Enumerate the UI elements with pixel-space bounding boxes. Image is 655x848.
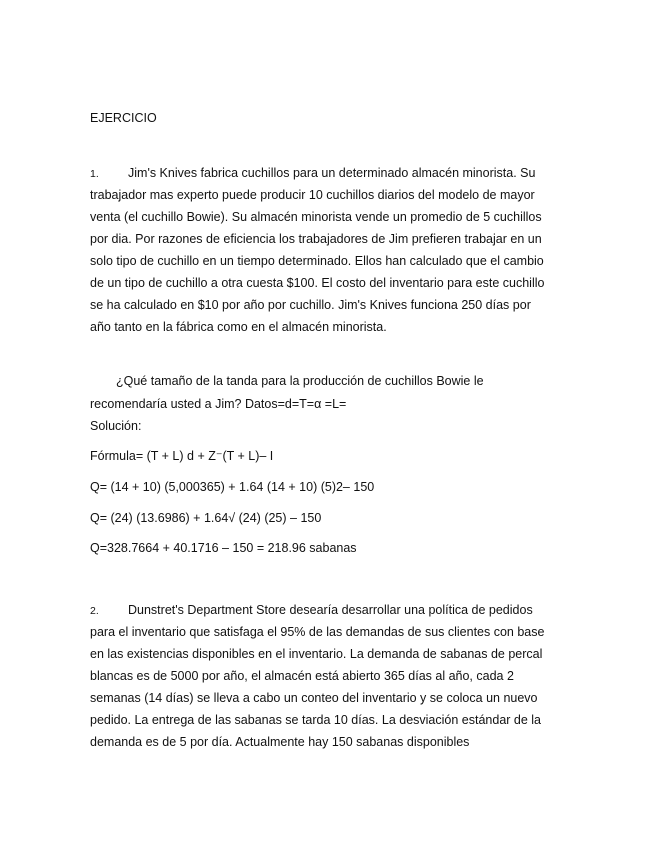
question-line-1: ¿Qué tamaño de la tanda para la producción de cuchillos Bowie le bbox=[116, 374, 484, 388]
page-heading: EJERCICIO bbox=[90, 111, 157, 125]
exercise-2-line-7: demanda es de 5 por día. Actualmente hay 150 sabanas disponibles bbox=[90, 735, 470, 749]
calculation-line-1: Q= (14 + 10) (5,000365) + 1.64 (14 + 10) (5)2– 150 bbox=[90, 480, 375, 494]
exercise-1-line-4: por dia. Por razones de eficiencia los trabajadores de Jim prefieren trabajar en un bbox=[90, 232, 542, 246]
exercise-1-line-5: solo tipo de cuchillo en un tiempo determinado. Ellos han calculado que el cambio bbox=[90, 254, 544, 268]
exercise-2-line-5: semanas (14 días) se lleva a cabo un conteo del inventario y se coloca un nuevo bbox=[90, 691, 538, 705]
result-line: Q=328.7664 + 40.1716 – 150 = 218.96 sabanas bbox=[90, 541, 357, 555]
exercise-1-line-8: año tanto en la fábrica como en el almacén minorista. bbox=[90, 320, 387, 334]
exercise-2-line-4: blancas es de 5000 por año, el almacén está abierto 365 días al año, cada 2 bbox=[90, 669, 514, 683]
formula-line: Fórmula= (T + L) d + Z⁻(T + L)– I bbox=[90, 449, 274, 463]
exercise-2-line-6: pedido. La entrega de las sabanas se tarda 10 días. La desviación estándar de la bbox=[90, 713, 542, 727]
exercise-1-line-1 bbox=[90, 165, 535, 182]
exercise-1-line-7: se ha calculado en $10 por año por cuchillo. Jim's Knives funciona 250 días por bbox=[90, 298, 531, 312]
solution-label: Solución: bbox=[90, 419, 142, 433]
exercise-2-number: 2. bbox=[90, 605, 99, 617]
exercise-2-line-3: en las existencias disponibles en el inventario. La demanda de sabanas de percal bbox=[90, 647, 543, 661]
exercise-2-line-2: para el inventario que satisfaga el 95% de las demandas de sus clientes con base bbox=[90, 625, 545, 639]
calculation-line-2: Q= (24) (13.6986) + 1.64√ (24) (25) – 150 bbox=[90, 511, 322, 525]
exercise-1-line-2: trabajador mas experto puede producir 10 cuchillos diarios del modelo de mayor bbox=[90, 188, 535, 202]
exercise-1-line-3: venta (el cuchillo Bowie). Su almacén minorista vende un promedio de 5 cuchillos bbox=[90, 210, 542, 224]
exercise-1-number: 1. bbox=[90, 168, 99, 180]
exercise-1-line-6: de un tipo de cuchillo a otra cuesta $100. El costo del inventario para este cuchillo bbox=[90, 276, 545, 290]
question-line-2: recomendaría usted a Jim? Datos=d=T=α =L= bbox=[90, 397, 347, 411]
exercise-1-text: Jim's Knives fabrica cuchillos para un determinado almacén minorista. Su bbox=[128, 166, 536, 180]
exercise-2-text: Dunstret's Department Store desearía desarrollar una política de pedidos bbox=[128, 603, 533, 617]
exercise-2-line-1 bbox=[90, 602, 533, 619]
